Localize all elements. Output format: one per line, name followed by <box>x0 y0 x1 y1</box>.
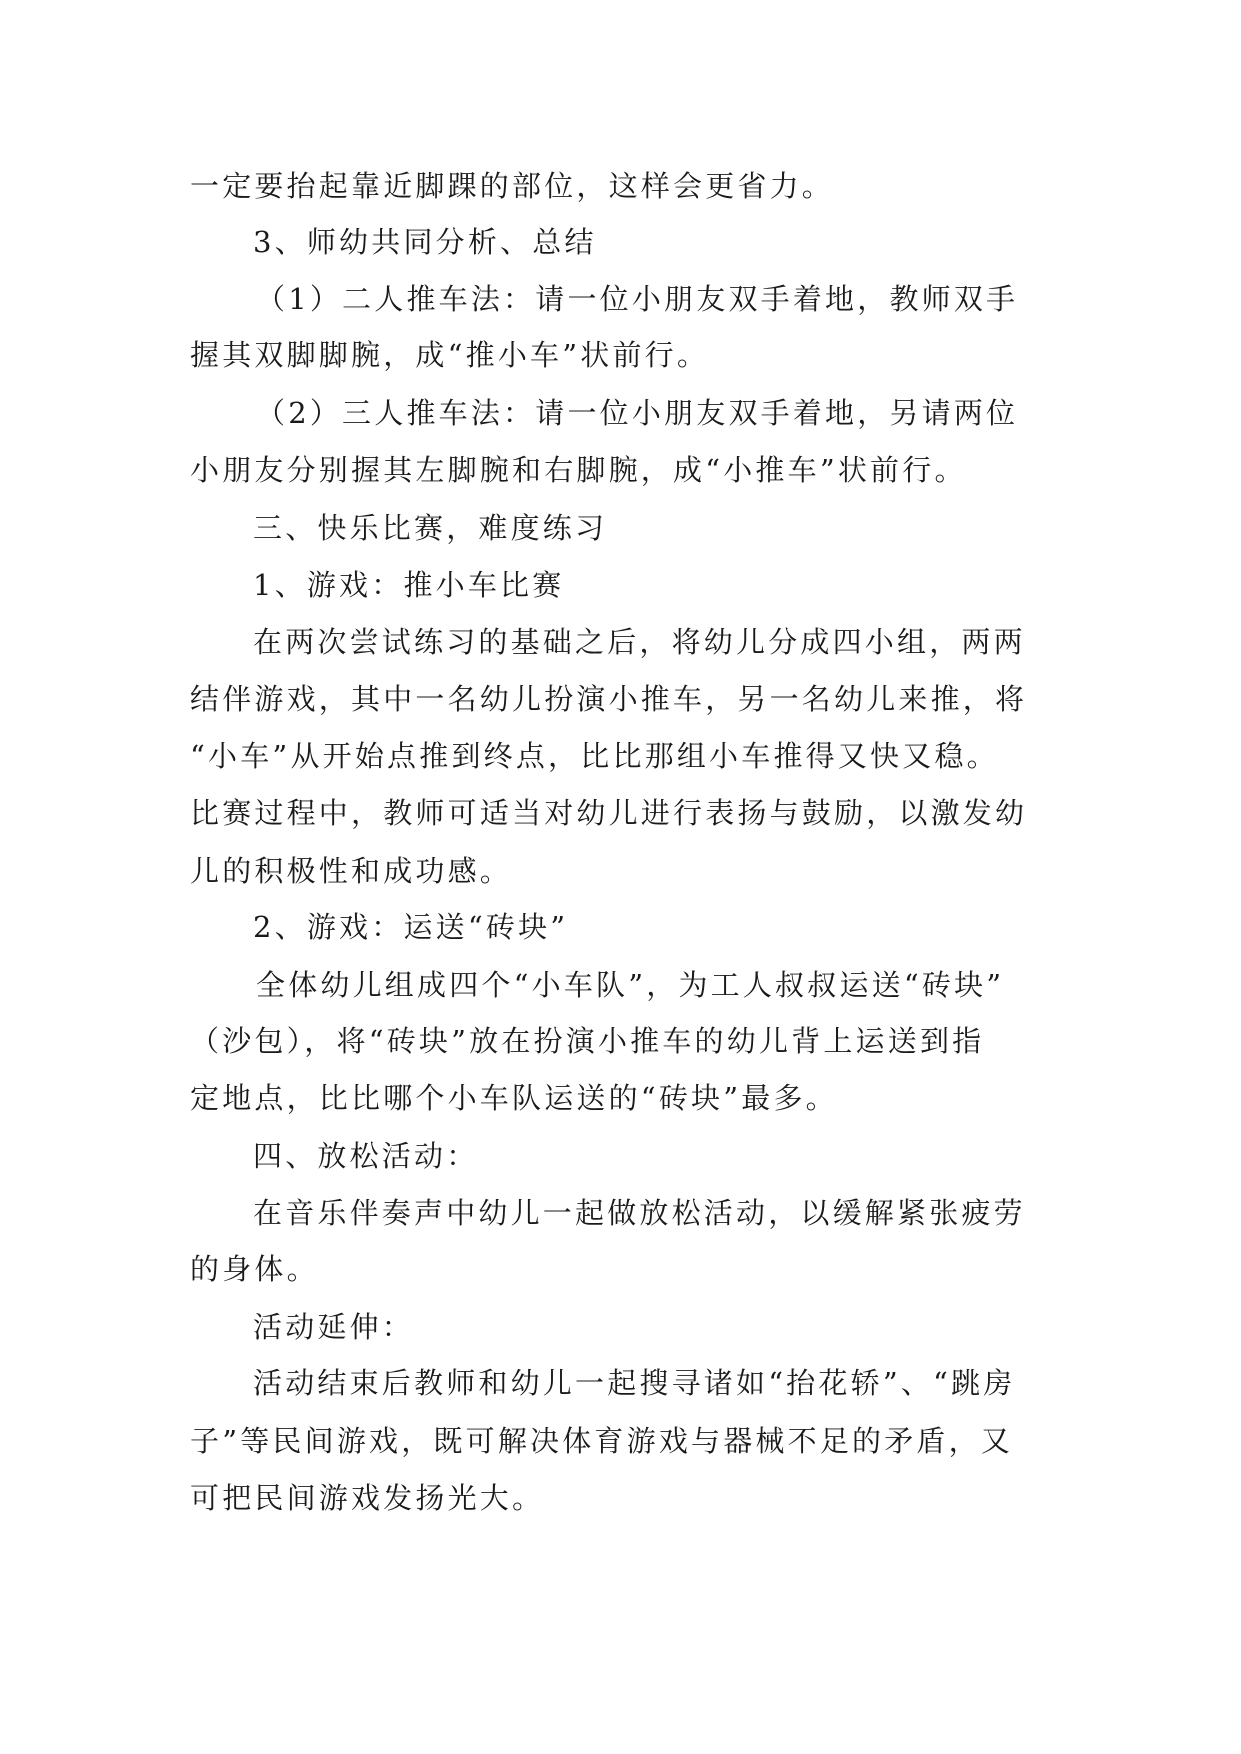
text-line: 结伴游戏，其中一名幼儿扮演小推车，另一名幼儿来推，将 <box>190 682 1028 716</box>
text-line: 儿的积极性和成功感。 <box>190 854 513 888</box>
text-line: 比赛过程中，教师可适当对幼儿进行表扬与鼓励，以激发幼 <box>190 796 1028 830</box>
text-line: 活动结束后教师和幼儿一起搜寻诸如“抬花轿”、“跳房 <box>253 1366 1016 1400</box>
text-line: 活动延伸： <box>253 1310 415 1344</box>
text-line: 定地点，比比哪个小车队运送的“砖块”最多。 <box>190 1081 838 1115</box>
text-line: 小朋友分别握其左脚腕和右脚腕，成“小推车”状前行。 <box>190 453 967 487</box>
text-line: 子”等民间游戏，既可解决体育游戏与器械不足的矛盾，又 <box>190 1424 1014 1458</box>
text-line: 3、师幼共同分析、总结 <box>253 225 597 259</box>
text-line: 2、游戏：运送“砖块” <box>253 910 569 944</box>
text-line: 在音乐伴奏声中幼儿一起做放松活动，以缓解紧张疲劳 <box>253 1196 1026 1230</box>
text-line: “小车”从开始点推到终点，比比那组小车推得又快又稳。 <box>190 739 999 773</box>
text-line: 一定要抬起靠近脚踝的部位，这样会更省力。 <box>190 169 835 203</box>
text-line: 在两次尝试练习的基础之后，将幼儿分成四小组，两两 <box>253 625 1026 659</box>
text-line: 三、快乐比赛，难度练习 <box>253 511 608 545</box>
text-line: 的身体。 <box>190 1252 319 1286</box>
text-line: 全体幼儿组成四个“小车队”，为工人叔叔运送“砖块” <box>256 968 1005 1002</box>
text-line: 四、放松活动： <box>253 1139 479 1173</box>
text-line: 握其双脚脚腕，成“推小车”状前行。 <box>190 338 710 372</box>
text-line: （1）二人推车法：请一位小朋友双手着地，教师双手 <box>256 282 1019 316</box>
text-line: （2）三人推车法：请一位小朋友双手着地，另请两位 <box>256 396 1019 430</box>
text-line: （沙包），将“砖块”放在扮演小推车的幼儿背上运送到指 <box>190 1024 985 1058</box>
text-line: 可把民间游戏发扬光大。 <box>190 1481 545 1515</box>
text-line: 1、游戏：推小车比赛 <box>253 568 565 602</box>
